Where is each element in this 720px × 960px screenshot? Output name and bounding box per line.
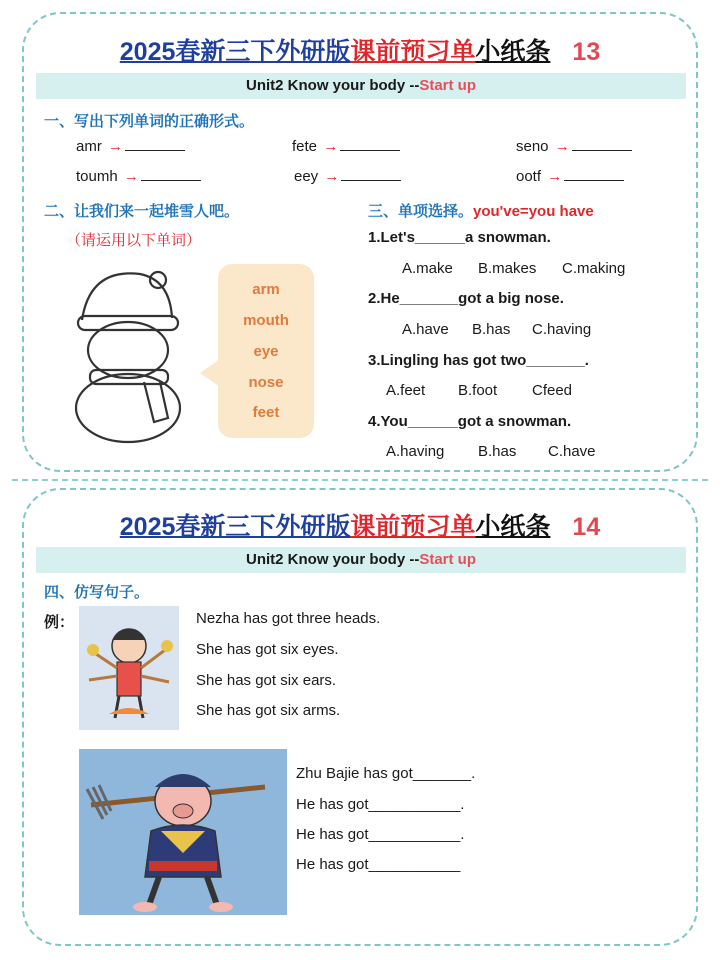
section1-heading: 一、写出下列单词的正确形式。: [44, 113, 255, 130]
section2-heading: 二、让我们来一起堆雪人吧。: [44, 203, 240, 220]
zhu-bajie-illustration: [79, 749, 287, 915]
option[interactable]: B.makes: [478, 260, 537, 277]
example-sentence: She has got six eyes.: [196, 641, 339, 658]
practice-sentence[interactable]: He has got___________: [296, 856, 461, 873]
option[interactable]: A.make: [402, 260, 453, 277]
word-bank-item: feet: [252, 404, 280, 421]
scrambled-word: amr →: [76, 137, 185, 155]
word-bank-item: arm: [252, 281, 280, 298]
word-bank-item: nose: [248, 374, 284, 391]
example-label: 例：: [44, 614, 75, 631]
question-2: 2.He_______got a big nose.: [368, 290, 564, 307]
option[interactable]: B.has: [478, 443, 517, 460]
example-sentence: Nezha has got three heads.: [196, 610, 381, 627]
card-title: 2025春新三下外研版课前预习单小纸条 14: [119, 513, 601, 541]
option[interactable]: B.has: [472, 321, 511, 338]
option[interactable]: A.having: [386, 443, 445, 460]
scrambled-word: fete →: [292, 137, 400, 155]
option[interactable]: A.have: [402, 321, 449, 338]
word-bank-item: eye: [253, 343, 279, 360]
scrambled-word: toumh →: [76, 167, 201, 185]
unit-bar: Unit2 Know your body --Start up: [36, 547, 686, 573]
card-number: 14: [572, 513, 601, 541]
example-sentence: She has got six ears.: [196, 672, 337, 689]
option[interactable]: C.have: [548, 443, 596, 460]
card-divider: [12, 479, 708, 481]
option[interactable]: C.having: [532, 321, 592, 338]
answer-blank[interactable]: [341, 167, 401, 181]
section2-note: （请运用以下单词）: [66, 232, 202, 249]
section3-hint: you've=you have: [473, 203, 594, 220]
example-sentence: She has got six arms.: [196, 702, 341, 719]
answer-blank[interactable]: [141, 167, 201, 181]
answer-blank[interactable]: [340, 137, 400, 151]
worksheet-card-13: [22, 12, 698, 472]
scrambled-word: ootf →: [516, 167, 624, 185]
word-bank-bubble: [218, 264, 314, 438]
practice-sentence[interactable]: He has got___________.: [296, 826, 465, 843]
option[interactable]: Cfeed: [532, 382, 573, 399]
card-number: 13: [572, 38, 601, 66]
answer-blank[interactable]: [564, 167, 624, 181]
card-title: 2025春新三下外研版课前预习单小纸条 13: [119, 38, 601, 66]
question-1: 1.Let's______a snowman.: [368, 229, 551, 246]
practice-sentence[interactable]: Zhu Bajie has got_______.: [296, 765, 476, 782]
question-3: 3.Lingling has got two_______.: [368, 352, 589, 369]
scrambled-word: eey →: [294, 167, 401, 185]
worksheet-card-14: [22, 488, 698, 946]
section3-heading: 三、单项选择。you've=you have: [368, 203, 594, 220]
option[interactable]: A.feet: [386, 382, 426, 399]
scrambled-word: seno →: [516, 137, 632, 155]
unit-bar: Unit2 Know your body --Start up: [36, 73, 686, 99]
answer-blank[interactable]: [125, 137, 185, 151]
option[interactable]: B.foot: [458, 382, 498, 399]
section4-heading: 四、仿写句子。: [44, 584, 150, 601]
word-bank-item: mouth: [243, 312, 289, 329]
snowman-drawing: [60, 258, 190, 448]
nezha-illustration: [79, 606, 179, 730]
question-4: 4.You______got a snowman.: [368, 413, 572, 430]
option[interactable]: C.making: [562, 260, 626, 277]
answer-blank[interactable]: [572, 137, 632, 151]
practice-sentence[interactable]: He has got___________.: [296, 796, 465, 813]
